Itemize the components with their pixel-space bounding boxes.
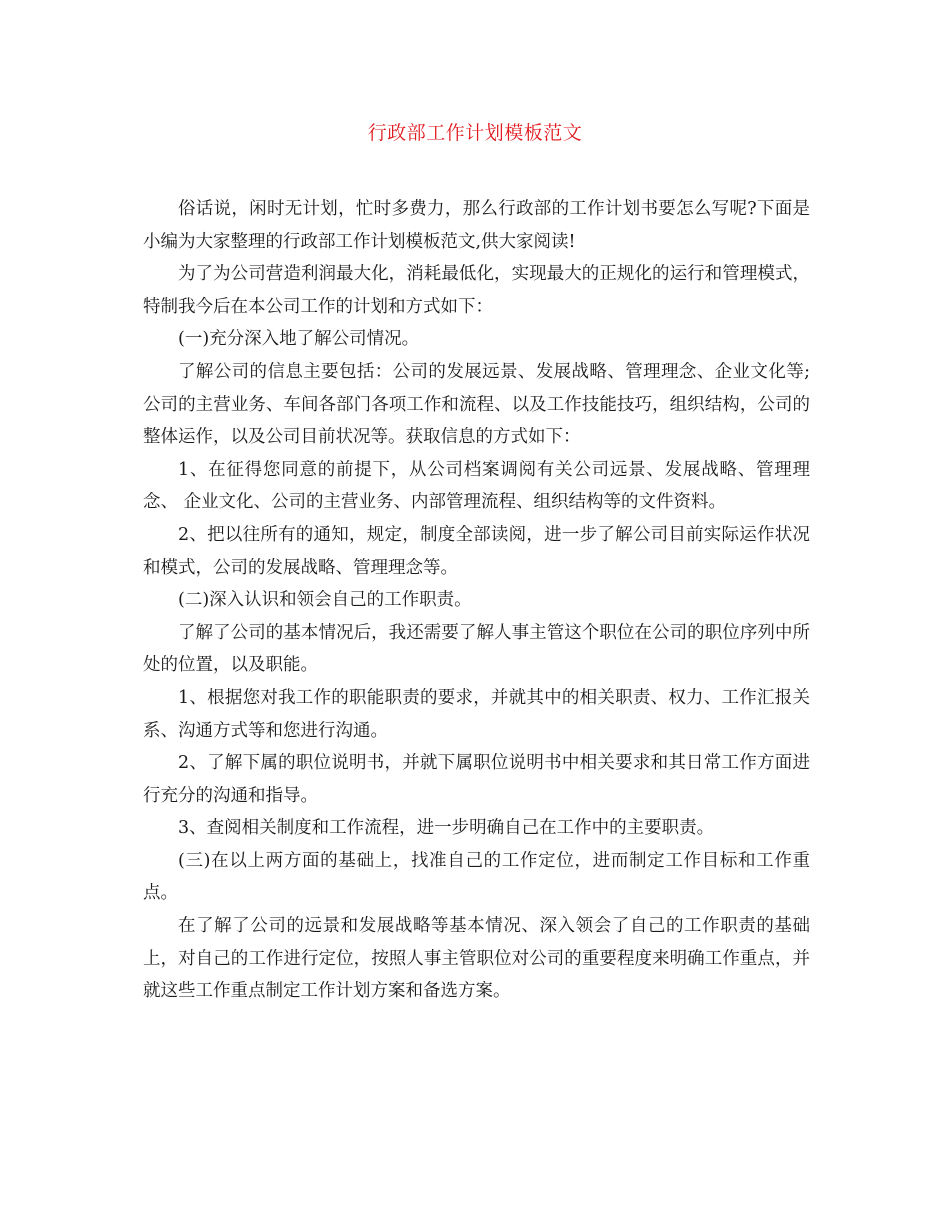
document-body <box>143 193 810 1008</box>
paragraph-purpose: 为了为公司营造利润最大化，消耗最低化，实现最大的正规化的运行和管理模式，特制我今后在本公司工作的计划和方式如下： <box>143 264 810 317</box>
section-heading-3: (三)在以上两方面的基础上，找准自己的工作定位，进而制定工作目标和工作重点。 <box>143 850 810 904</box>
list-item: 1、在征得您同意的前提下，从公司档案调阅有关公司远景、发展战略、管理理念、 企业文化、公司的主营业务、内部管理流程、组织结构等的文件资料。 <box>143 459 810 513</box>
list-item: 2、了解下属的职位说明书，并就下属职位说明书中相关要求和其日常工作方面进行充分的沟通和指导。 <box>143 753 810 806</box>
document-title: 行政部工作计划模板范文 <box>367 122 583 144</box>
list-item: 1、根据您对我工作的职能职责的要求，并就其中的相关职责、权力、工作汇报关系、沟通方式等和您进行沟通。 <box>143 687 810 741</box>
section-heading-1: (一)充分深入地了解公司情况。 <box>178 329 420 350</box>
paragraph: 了解公司的信息主要包括：公司的发展远景、发展战略、管理理念、企业文化等;公司的主营业务、车间各部门各项工作和流程、以及工作技能技巧，组织结构，公司的整体运作，以及公司目前状况等。获取信息的方式如下： <box>143 361 810 448</box>
section-heading-2: (二)深入认识和领会自己的工作职责。 <box>178 590 472 611</box>
list-item: 3、查阅相关制度和工作流程，进一步明确自己在工作中的主要职责。 <box>178 818 715 839</box>
paragraph-intro: 俗话说，闲时无计划，忙时多费力，那么行政部的工作计划书要怎么写呢?下面是小编为大家整理的行政部工作计划模板范文,供大家阅读! <box>143 199 810 252</box>
list-item: 2、把以往所有的通知，规定，制度全部读阅，进一步了解公司目前实际运作状况和模式，公司的发展战略、管理理念等。 <box>143 524 810 578</box>
paragraph: 了解了公司的基本情况后，我还需要了解人事主管这个职位在公司的职位序列中所处的位置，以及职能。 <box>143 622 810 676</box>
paragraph: 在了解了公司的远景和发展战略等基本情况、深入领会了自己的工作职责的基础上，对自己的工作进行定位，按照人事主管职位对公司的重要程度来明确工作重点，并就这些工作重点制定工作计划方案和备选方案。 <box>143 916 810 1002</box>
